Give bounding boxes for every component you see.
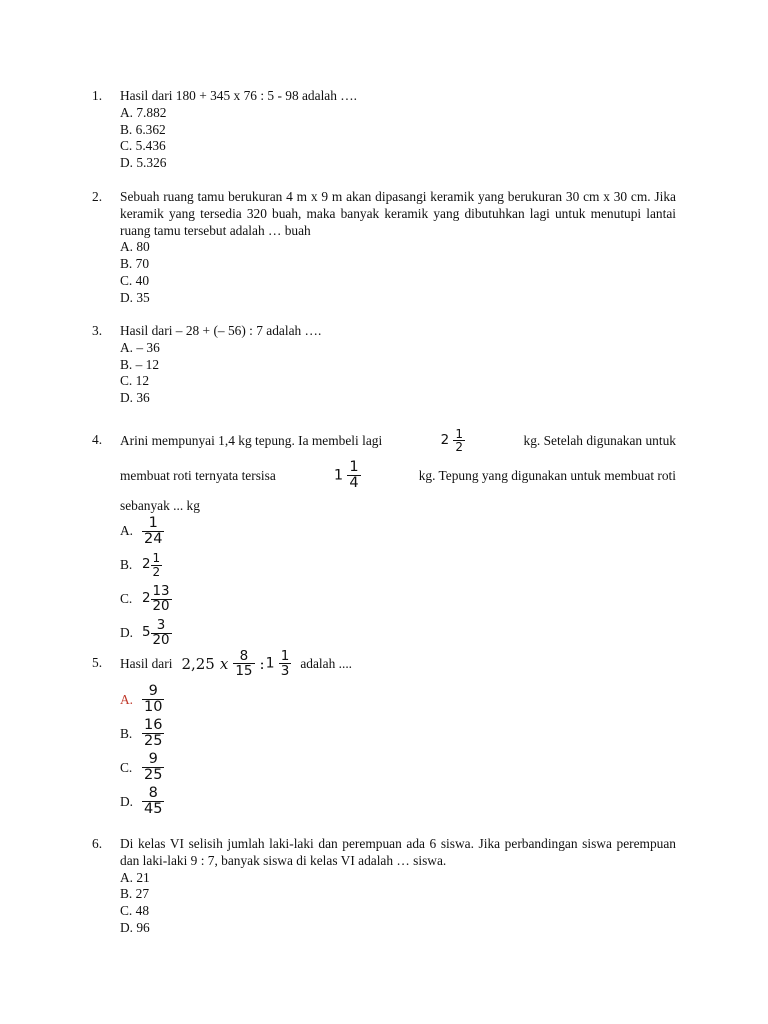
question-text-part2: adalah .... <box>300 655 353 671</box>
fraction <box>142 718 164 750</box>
fraction <box>233 649 254 679</box>
option-c: C. 5.436 <box>120 138 166 154</box>
option-label: D. <box>120 793 134 809</box>
question-text: Hasil dari – 28 + (– 56) : 7 adalah …. <box>120 323 322 338</box>
fraction-whole: 2 <box>142 557 151 573</box>
question-3 <box>92 323 676 407</box>
option-label: A. <box>120 691 134 707</box>
fraction <box>142 516 164 548</box>
fraction-numerator: 1 <box>349 458 359 475</box>
fraction-numerator: 1 <box>455 426 464 441</box>
question-6 <box>92 836 676 937</box>
fraction-whole: 2 <box>142 591 151 607</box>
question-number: 4. <box>92 432 103 447</box>
mixed-fraction <box>334 460 361 492</box>
fraction-numerator: 8 <box>142 786 164 802</box>
fraction-denominator: 10 <box>144 699 163 716</box>
option-c: C. 48 <box>120 903 150 919</box>
question-text-part4: kg. Tepung yang digunakan untuk membuat roti <box>418 467 676 483</box>
question-line-1 <box>120 645 676 683</box>
option-label: B. <box>120 557 133 573</box>
option-d: D. 5.326 <box>120 155 167 171</box>
fraction-numerator: 13 <box>152 583 170 599</box>
multiply-sign: x <box>219 654 229 673</box>
question-text-part1: Arini mempunyai 1,4 kg tepung. Ia membeli lagi <box>120 432 383 448</box>
fraction <box>142 684 164 716</box>
fraction-denominator: 45 <box>144 801 163 818</box>
option-b <box>120 717 676 751</box>
option-d: D. 35 <box>120 289 150 305</box>
option-a: A. 7.882 <box>120 104 167 120</box>
option-d: D. 96 <box>120 919 150 935</box>
fraction-numerator: 1 <box>280 647 290 664</box>
option-b: B. 6.362 <box>120 121 166 137</box>
option-d <box>120 785 676 819</box>
option-c <box>120 583 676 617</box>
fraction-whole: 2 <box>440 432 450 448</box>
question-text-part1: Hasil dari <box>120 655 173 671</box>
question-number: 3. <box>92 323 103 338</box>
option-a: A. 80 <box>120 239 150 255</box>
option-label: A. <box>120 523 134 539</box>
option-label: B. <box>120 725 133 741</box>
fraction-denominator: 25 <box>144 767 163 784</box>
fraction-denominator: 15 <box>235 663 253 680</box>
fraction-denominator: 20 <box>152 598 170 614</box>
question-2 <box>92 189 676 307</box>
fraction-denominator: 2 <box>455 440 464 455</box>
fraction-numerator: 1 <box>152 551 161 566</box>
option-label: D. <box>120 625 134 641</box>
fraction <box>142 786 164 818</box>
fraction-denominator: 4 <box>349 475 359 492</box>
fraction-whole: 1 <box>333 467 344 484</box>
question-number: 2. <box>92 189 103 204</box>
fraction-numerator: 8 <box>233 649 254 664</box>
option-c: C. 40 <box>120 272 150 288</box>
option-label: C. <box>120 759 133 775</box>
question-5 <box>92 645 676 819</box>
fraction-numerator: 16 <box>144 716 163 733</box>
question-text-part5: sebanyak ... kg <box>120 498 200 513</box>
fraction-denominator: 2 <box>152 565 161 579</box>
fraction-denominator: 24 <box>144 530 163 547</box>
fraction-numerator: 9 <box>142 752 164 768</box>
option-a: A. – 36 <box>120 339 160 355</box>
question-text-part2: kg. Setelah digunakan untuk <box>523 432 676 448</box>
question-number: 5. <box>92 655 103 670</box>
fraction <box>142 752 164 784</box>
fraction-numerator: 3 <box>151 619 172 634</box>
question-line-2 <box>120 458 676 494</box>
fraction-whole: 1 <box>265 655 275 672</box>
question-text: Sebuah ruang tamu berukuran 4 m x 9 m akan dipasangi keramik yang berukuran 30 cm x 30 cm. Jika keramik yang tersedia 320 buah, maka banyak keramik yang dibutuhkan lagi untuk menutupi lantai ruang tamu tersebut adalah … buah <box>120 189 676 238</box>
option-b: B. 70 <box>120 256 150 272</box>
question-text: Hasil dari 180 + 345 x 76 : 5 - 98 adalah …. <box>120 88 358 103</box>
option-a <box>120 515 676 549</box>
fraction-denominator: 3 <box>280 663 290 680</box>
divide-sign: : <box>259 654 265 673</box>
fraction-whole: 5 <box>142 625 151 641</box>
mixed-fraction <box>441 428 465 455</box>
mixed-fraction <box>266 649 292 679</box>
option-d: D. 36 <box>120 390 150 406</box>
fraction-denominator: 25 <box>144 733 163 750</box>
fraction-denominator: 20 <box>152 632 170 648</box>
option-a <box>120 683 676 717</box>
fraction <box>151 585 172 615</box>
option-c: C. 12 <box>120 373 150 389</box>
option-b <box>120 549 676 583</box>
option-label: C. <box>120 591 133 607</box>
fraction <box>453 428 465 455</box>
question-number: 6. <box>92 836 103 851</box>
question-line-1 <box>120 424 676 458</box>
fraction-numerator: 1 <box>142 516 164 532</box>
fraction <box>279 649 292 679</box>
question-text: Di kelas VI selisih jumlah laki-laki dan perempuan ada 6 siswa. Jika perbandingan siswa perempuan dan laki-laki 9 : 7, banyak siswa di kelas VI adalah … siswa. <box>120 836 676 868</box>
question-text-part3: membuat roti ternyata tersisa <box>120 467 276 483</box>
option-a: A. 21 <box>120 869 150 885</box>
fraction <box>151 552 163 579</box>
question-number: 1. <box>92 88 103 103</box>
question-4 <box>92 424 676 651</box>
expression-decimal: 2,25 <box>181 654 215 673</box>
option-b: B. – 12 <box>120 356 160 372</box>
question-1 <box>92 88 676 172</box>
fraction <box>347 460 360 492</box>
fraction-numerator: 9 <box>142 684 164 700</box>
option-b: B. 27 <box>120 886 150 902</box>
option-c <box>120 751 676 785</box>
